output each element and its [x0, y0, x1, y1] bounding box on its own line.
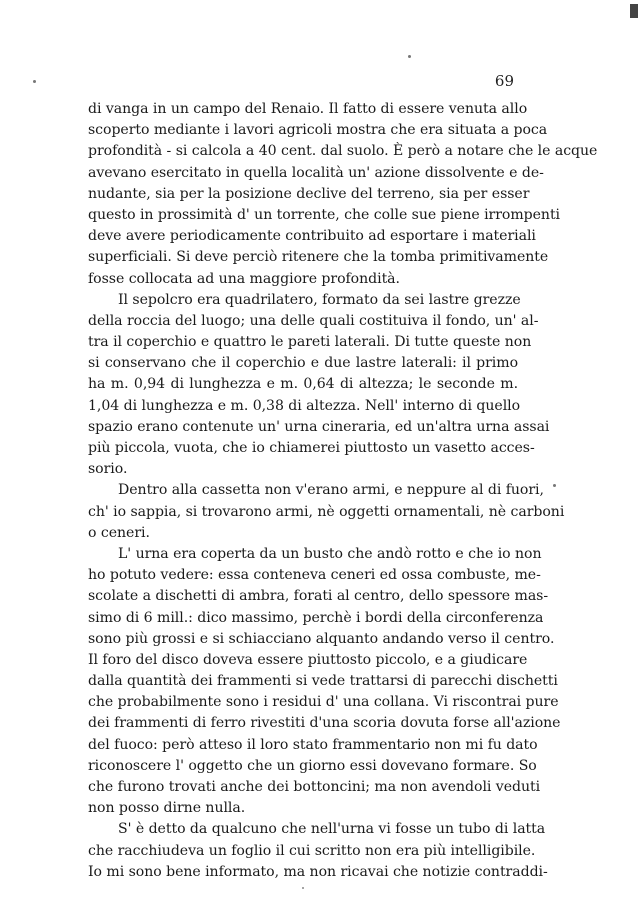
- text-line: del fuoco: però atteso il loro stato frammentario non mi fu dato: [88, 736, 538, 753]
- text-line: ha m. 0,94 di lunghezza e m. 0,64 di altezza; le seconde m.: [88, 376, 518, 393]
- corner-mark: [630, 4, 638, 18]
- text-line: si conservano che il coperchio e due lastre laterali: il primo: [88, 355, 518, 372]
- text-line: avevano esercitato in quella località un' azione dissolvente e de-: [88, 164, 544, 181]
- text-line: che probabilmente sono i residui d' una collana. Vi riscontrai pure: [88, 694, 559, 711]
- text-line: della roccia del luogo; una delle quali costituiva il fondo, un' al-: [88, 312, 539, 329]
- body-text: [88, 99, 598, 883]
- text-line: che racchiudeva un foglio il cui scritto non era più intelligibile.: [88, 842, 536, 859]
- text-line: fosse collocata ad una maggiore profondità.: [88, 270, 400, 287]
- speck: [408, 55, 411, 58]
- speck: [553, 484, 556, 487]
- text-line: tra il coperchio e quattro le pareti laterali. Di tutte queste non: [88, 334, 532, 351]
- text-line: ho potuto vedere: essa conteneva ceneri ed ossa combuste, me-: [88, 567, 541, 584]
- text-line: profondità - si calcola a 40 cent. dal suolo. È però a notare che le acque: [88, 143, 598, 160]
- speck: [302, 887, 304, 889]
- text-line: spazio erano contenute un' urna cineraria, ed un'altra urna assai: [88, 418, 550, 435]
- text-line: più piccola, vuota, che io chiamerei piuttosto un vasetto acces-: [88, 440, 535, 456]
- text-line: Il foro del disco doveva essere piuttosto piccolo, e a giudicare: [88, 651, 528, 668]
- text-line: di vanga in un campo del Renaio. Il fatto di essere venuta allo: [88, 101, 528, 117]
- text-line: Dentro alla cassetta non v'erano armi, e neppure al di fuori,: [118, 482, 544, 499]
- text-line: sorio.: [88, 461, 128, 478]
- text-line: non posso dirne nulla.: [88, 800, 246, 817]
- text-line: sono più grossi e si schiacciano alquanto andando verso il centro.: [88, 630, 555, 647]
- text-line: 1,04 di lunghezza e m. 0,38 di altezza. Nell' interno di quello: [88, 397, 521, 414]
- text-line: riconoscere l' oggetto che un giorno essi dovevano formare. So: [88, 757, 537, 774]
- text-line: deve avere periodicamente contribuito ad esportare i materiali: [88, 228, 536, 245]
- text-line: simo di 6 mill.: dico massimo, perchè i bordi della circonferenza: [88, 609, 544, 626]
- text-line: dei frammenti di ferro rivestiti d'una scoria dovuta forse all'azione: [88, 715, 561, 732]
- text-line: dalla quantità dei frammenti si vede trattarsi di parecchi dischetti: [88, 673, 558, 690]
- text-line: che furono trovati anche dei bottoncini; ma non avendoli veduti: [88, 779, 541, 795]
- text-line: Il sepolcro era quadrilatero, formato da sei lastre grezze: [118, 291, 521, 308]
- text-line: superficiali. Si deve perciò ritenere che la tomba primitivamente: [88, 249, 549, 266]
- text-line: L' urna era coperta da un busto che andò rotto e che io non: [118, 545, 542, 562]
- text-line: scolate a dischetti di ambra, forati al centro, dello spessore mas-: [88, 588, 549, 605]
- text-line: nudante, sia per la posizione declive del terreno, sia per esser: [88, 185, 530, 202]
- text-line: Io mi sono bene informato, ma non ricavai che notizie contraddi-: [88, 863, 548, 880]
- text-line: S' è detto da qualcuno che nell'urna vi fosse un tubo di latta: [118, 821, 546, 838]
- text-line: o ceneri.: [88, 524, 150, 541]
- text-line: questo in prossimità d' un torrente, che colle sue piene irrompenti: [88, 206, 561, 223]
- page-number: 69: [494, 72, 514, 90]
- speck: [33, 80, 36, 83]
- text-line: scoperto mediante i lavori agricoli mostra che era situata a poca: [88, 122, 548, 139]
- text-line: ch' io sappia, si trovarono armi, nè oggetti ornamentali, nè carboni: [88, 503, 565, 520]
